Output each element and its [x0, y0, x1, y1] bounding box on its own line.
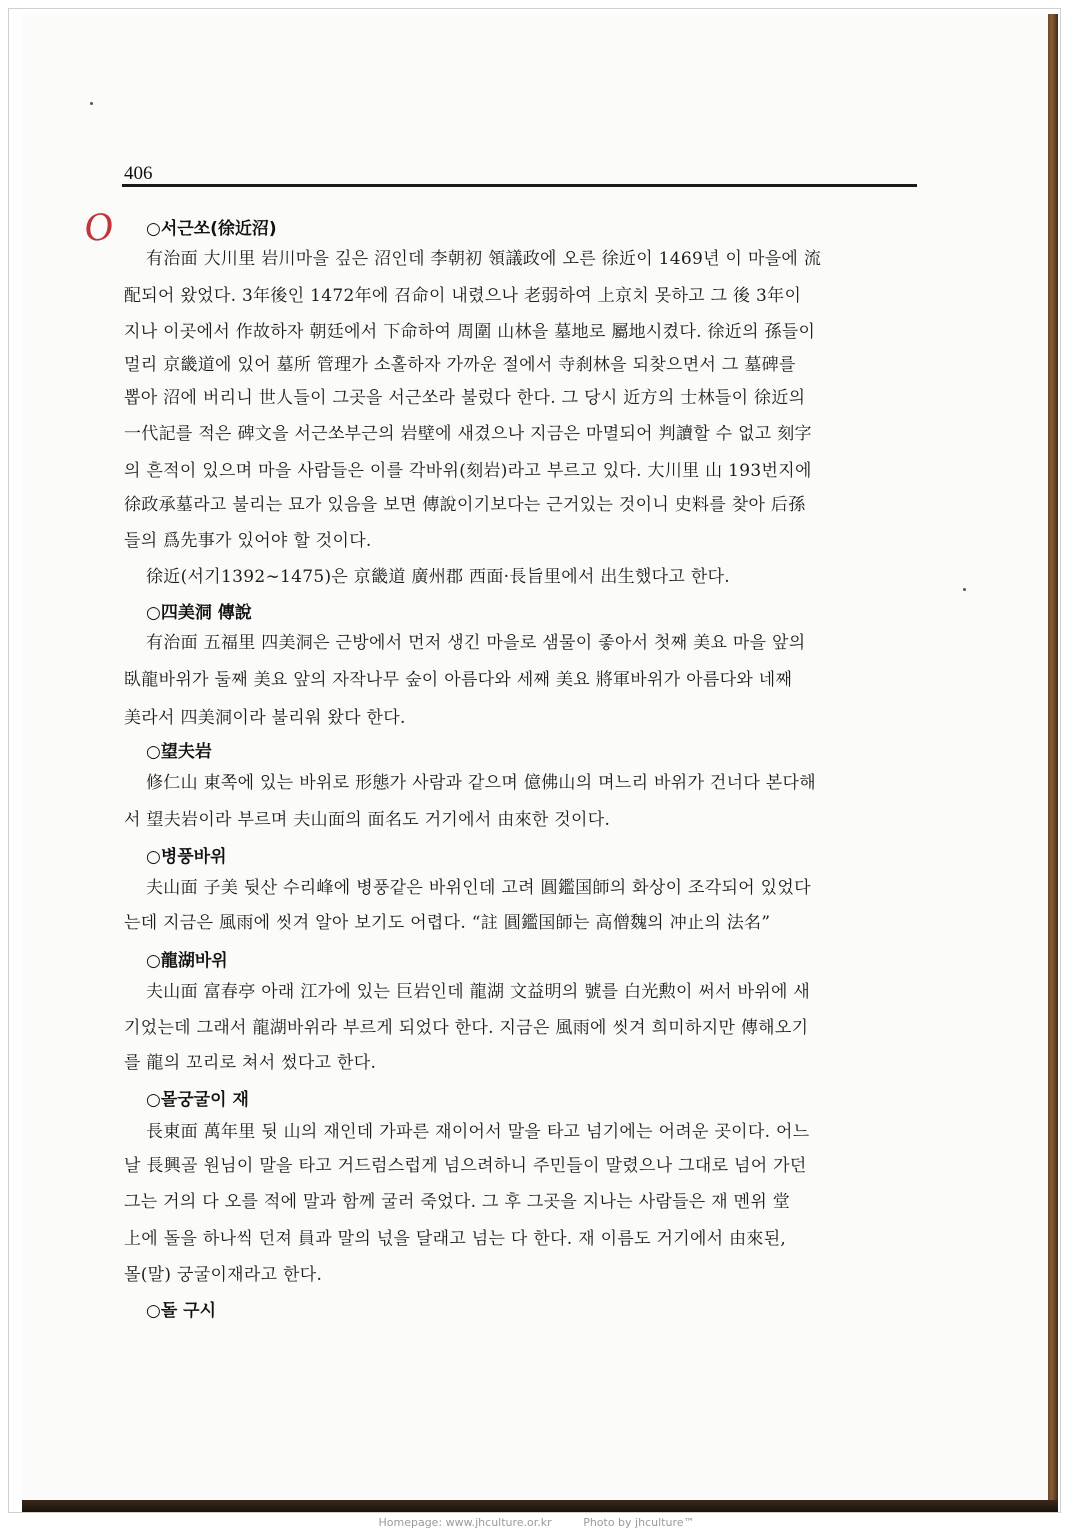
text-line: 臥龍바위가 둘째 美요 앞의 자작나무 숲이 아름다와 세째 美요 將軍바위가 아름다와 네째: [124, 670, 793, 690]
section-heading: ○龍湖바위: [146, 951, 228, 971]
section-heading: ○병풍바위: [146, 847, 227, 867]
text-line: 의 흔적이 있으며 마을 사람들은 이를 각바위(刻岩)라고 부르고 있다. 大川里 山 193번지에: [124, 461, 812, 481]
text-line: 들의 爲先事가 있어야 할 것이다.: [124, 531, 372, 551]
text-line: 長東面 萬年里 뒷 山의 재인데 가파른 재이어서 말을 타고 넘기에는 어려운 곳이다. 어느: [146, 1122, 810, 1142]
text-line: 夫山面 子美 뒷산 수리峰에 병풍같은 바위인데 고려 圓鑑国師의 화상이 조각되어 있었다: [146, 878, 811, 898]
handwritten-margin-mark: O: [81, 202, 116, 251]
speck-dot: [90, 102, 93, 105]
homepage-credit: Homepage: www.jhculture.or.kr: [378, 1516, 552, 1529]
text-line: 上에 돌을 하나씩 던져 員과 말의 넋을 달래고 넘는 다 한다. 재 이름도 거기에서 由來된,: [124, 1229, 787, 1249]
text-line: 날 長興골 원님이 말을 타고 거드럼스럽게 넘으려하니 주민들이 말렸으나 그대로 넘어 가던: [124, 1156, 807, 1176]
section-heading: ○望夫岩: [146, 742, 212, 762]
text-line: 有治面 大川里 岩川마을 깊은 沼인데 李朝初 領議政에 오른 徐近이 1469년 이 마을에 流: [146, 249, 822, 269]
header-rule: [122, 184, 917, 187]
book-bottom-edge: [22, 1500, 1058, 1512]
image-footer: [0, 1514, 1073, 1534]
text-line: 配되어 왔었다. 3年後인 1472年에 召命이 내렸으나 老弱하여 上京치 못하고 그 後 3年이: [124, 286, 802, 306]
section-heading: ○몰궁굴이 재: [146, 1090, 249, 1110]
text-line: 修仁山 東쪽에 있는 바위로 形態가 사람과 같으며 億佛山의 며느리 바위가 건너다 본다해: [146, 773, 816, 793]
speck-dot: [963, 588, 966, 591]
text-line: 기었는데 그래서 龍湖바위라 부르게 되었다 한다. 지금은 風雨에 씻겨 희미하지만 傳해오기: [124, 1018, 809, 1038]
text-line: 그는 거의 다 오를 적에 말과 함께 굴러 죽었다. 그 후 그곳을 지나는 사람들은 재 멘위 堂: [124, 1192, 791, 1212]
text-line: 夫山面 富春亭 아래 江가에 있는 巨岩인데 龍湖 文益明의 號를 白光勲이 써서 바위에 새: [146, 982, 811, 1002]
section-heading: ○서근쏘(徐近沼): [146, 219, 277, 239]
section-heading: ○四美洞 傳說: [146, 603, 252, 623]
text-line: 를 龍의 꼬리로 쳐서 썼다고 한다.: [124, 1053, 377, 1073]
text-line: 멀리 京畿道에 있어 墓所 管理가 소홀하자 가까운 절에서 寺刹林을 되찾으면서 그 墓碑를: [124, 355, 796, 375]
book-spine-edge: [1048, 14, 1058, 1512]
text-line: 徐近(서기1392∼1475)은 京畿道 廣州郡 西面·長旨里에서 出生했다고 한다.: [146, 567, 730, 587]
text-line: 뽑아 沼에 버리니 世人들이 그곳을 서근쏘라 불렀다 한다. 그 당시 近方의 士林들이 徐近의: [124, 388, 806, 408]
text-line: 美라서 四美洞이라 불리워 왔다 한다.: [124, 708, 406, 728]
section-heading: ○돌 구시: [146, 1301, 217, 1321]
text-line: 몰(말) 궁굴이재라고 한다.: [124, 1265, 323, 1285]
text-line: 徐政承墓라고 불리는 묘가 있음을 보면 傳說이기보다는 근거있는 것이니 史料를 찾아 后孫: [124, 495, 806, 515]
text-line: 지나 이곳에서 作故하자 朝廷에서 下命하여 周圍 山林을 墓地로 屬地시켰다. 徐近의 孫들이: [124, 322, 816, 342]
photo-credit: Photo by jhculture™: [583, 1516, 695, 1529]
text-line: 一代記를 적은 碑文을 서근쏘부근의 岩壁에 새겼으나 지금은 마멸되어 判讀할 수 없고 刻字: [124, 424, 812, 444]
text-line: 는데 지금은 風雨에 씻겨 알아 보기도 어렵다. “註 圓鑑国師는 高僧魏의 冲止의 法名”: [124, 913, 771, 933]
text-line: 有治面 五福里 四美洞은 근방에서 먼저 생긴 마을로 샘물이 좋아서 첫째 美요 마을 앞의: [146, 633, 806, 653]
page-number: 406: [124, 163, 153, 184]
text-line: 서 望夫岩이라 부르며 夫山面의 面名도 거기에서 由來한 것이다.: [124, 810, 611, 830]
